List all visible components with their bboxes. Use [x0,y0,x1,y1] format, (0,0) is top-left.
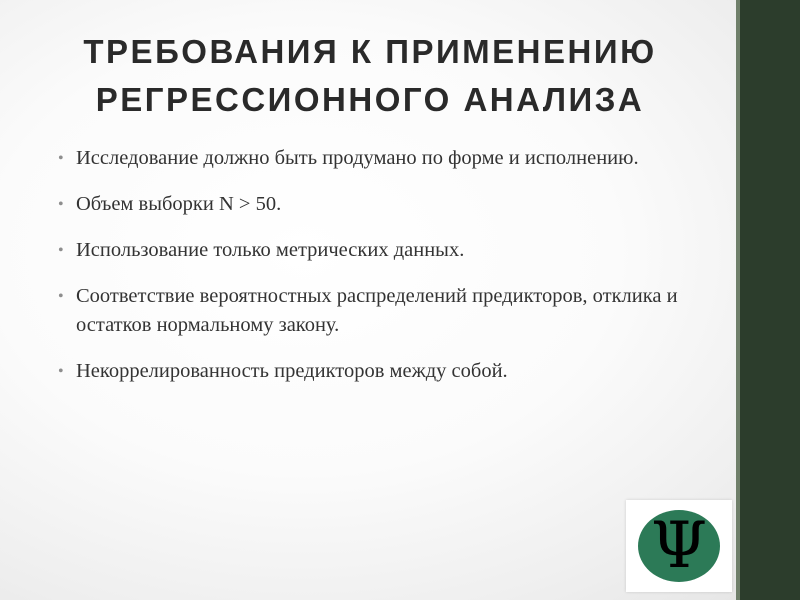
bullet-dot-icon: • [58,196,64,213]
bullet-item [56,282,716,340]
bullet-dot-icon: • [58,150,64,167]
bullet-item [56,144,716,173]
bullet-dot-icon: • [58,288,64,305]
bullet-dot-icon: • [58,363,64,380]
bullet-text: Использование только метрических данных. [76,239,465,261]
bullet-item [56,357,716,386]
bullet-list [56,144,716,403]
title-line-1: ТРЕБОВАНИЯ К ПРИМЕНЕНИЮ [83,33,657,70]
logo-symbol: Ψ [650,509,708,583]
bullet-dot-icon: • [58,242,64,259]
bullet-text: Объем выборки N > 50. [76,193,282,215]
bullet-text: Соответствие вероятностных распределений предикторов, отклика и остатков нормальному закону. [76,285,678,336]
title-line-2: РЕГРЕССИОННОГО АНАЛИЗА [95,81,645,118]
bullet-text: Исследование должно быть продумано по форме и исполнению. [76,147,639,169]
bullet-item [56,190,716,219]
slide-title [20,28,720,124]
bullet-text: Некоррелированность предикторов между собой. [76,360,508,382]
psi-logo-icon [626,500,732,592]
sidebar-panel [740,0,800,600]
bullet-item [56,236,716,265]
